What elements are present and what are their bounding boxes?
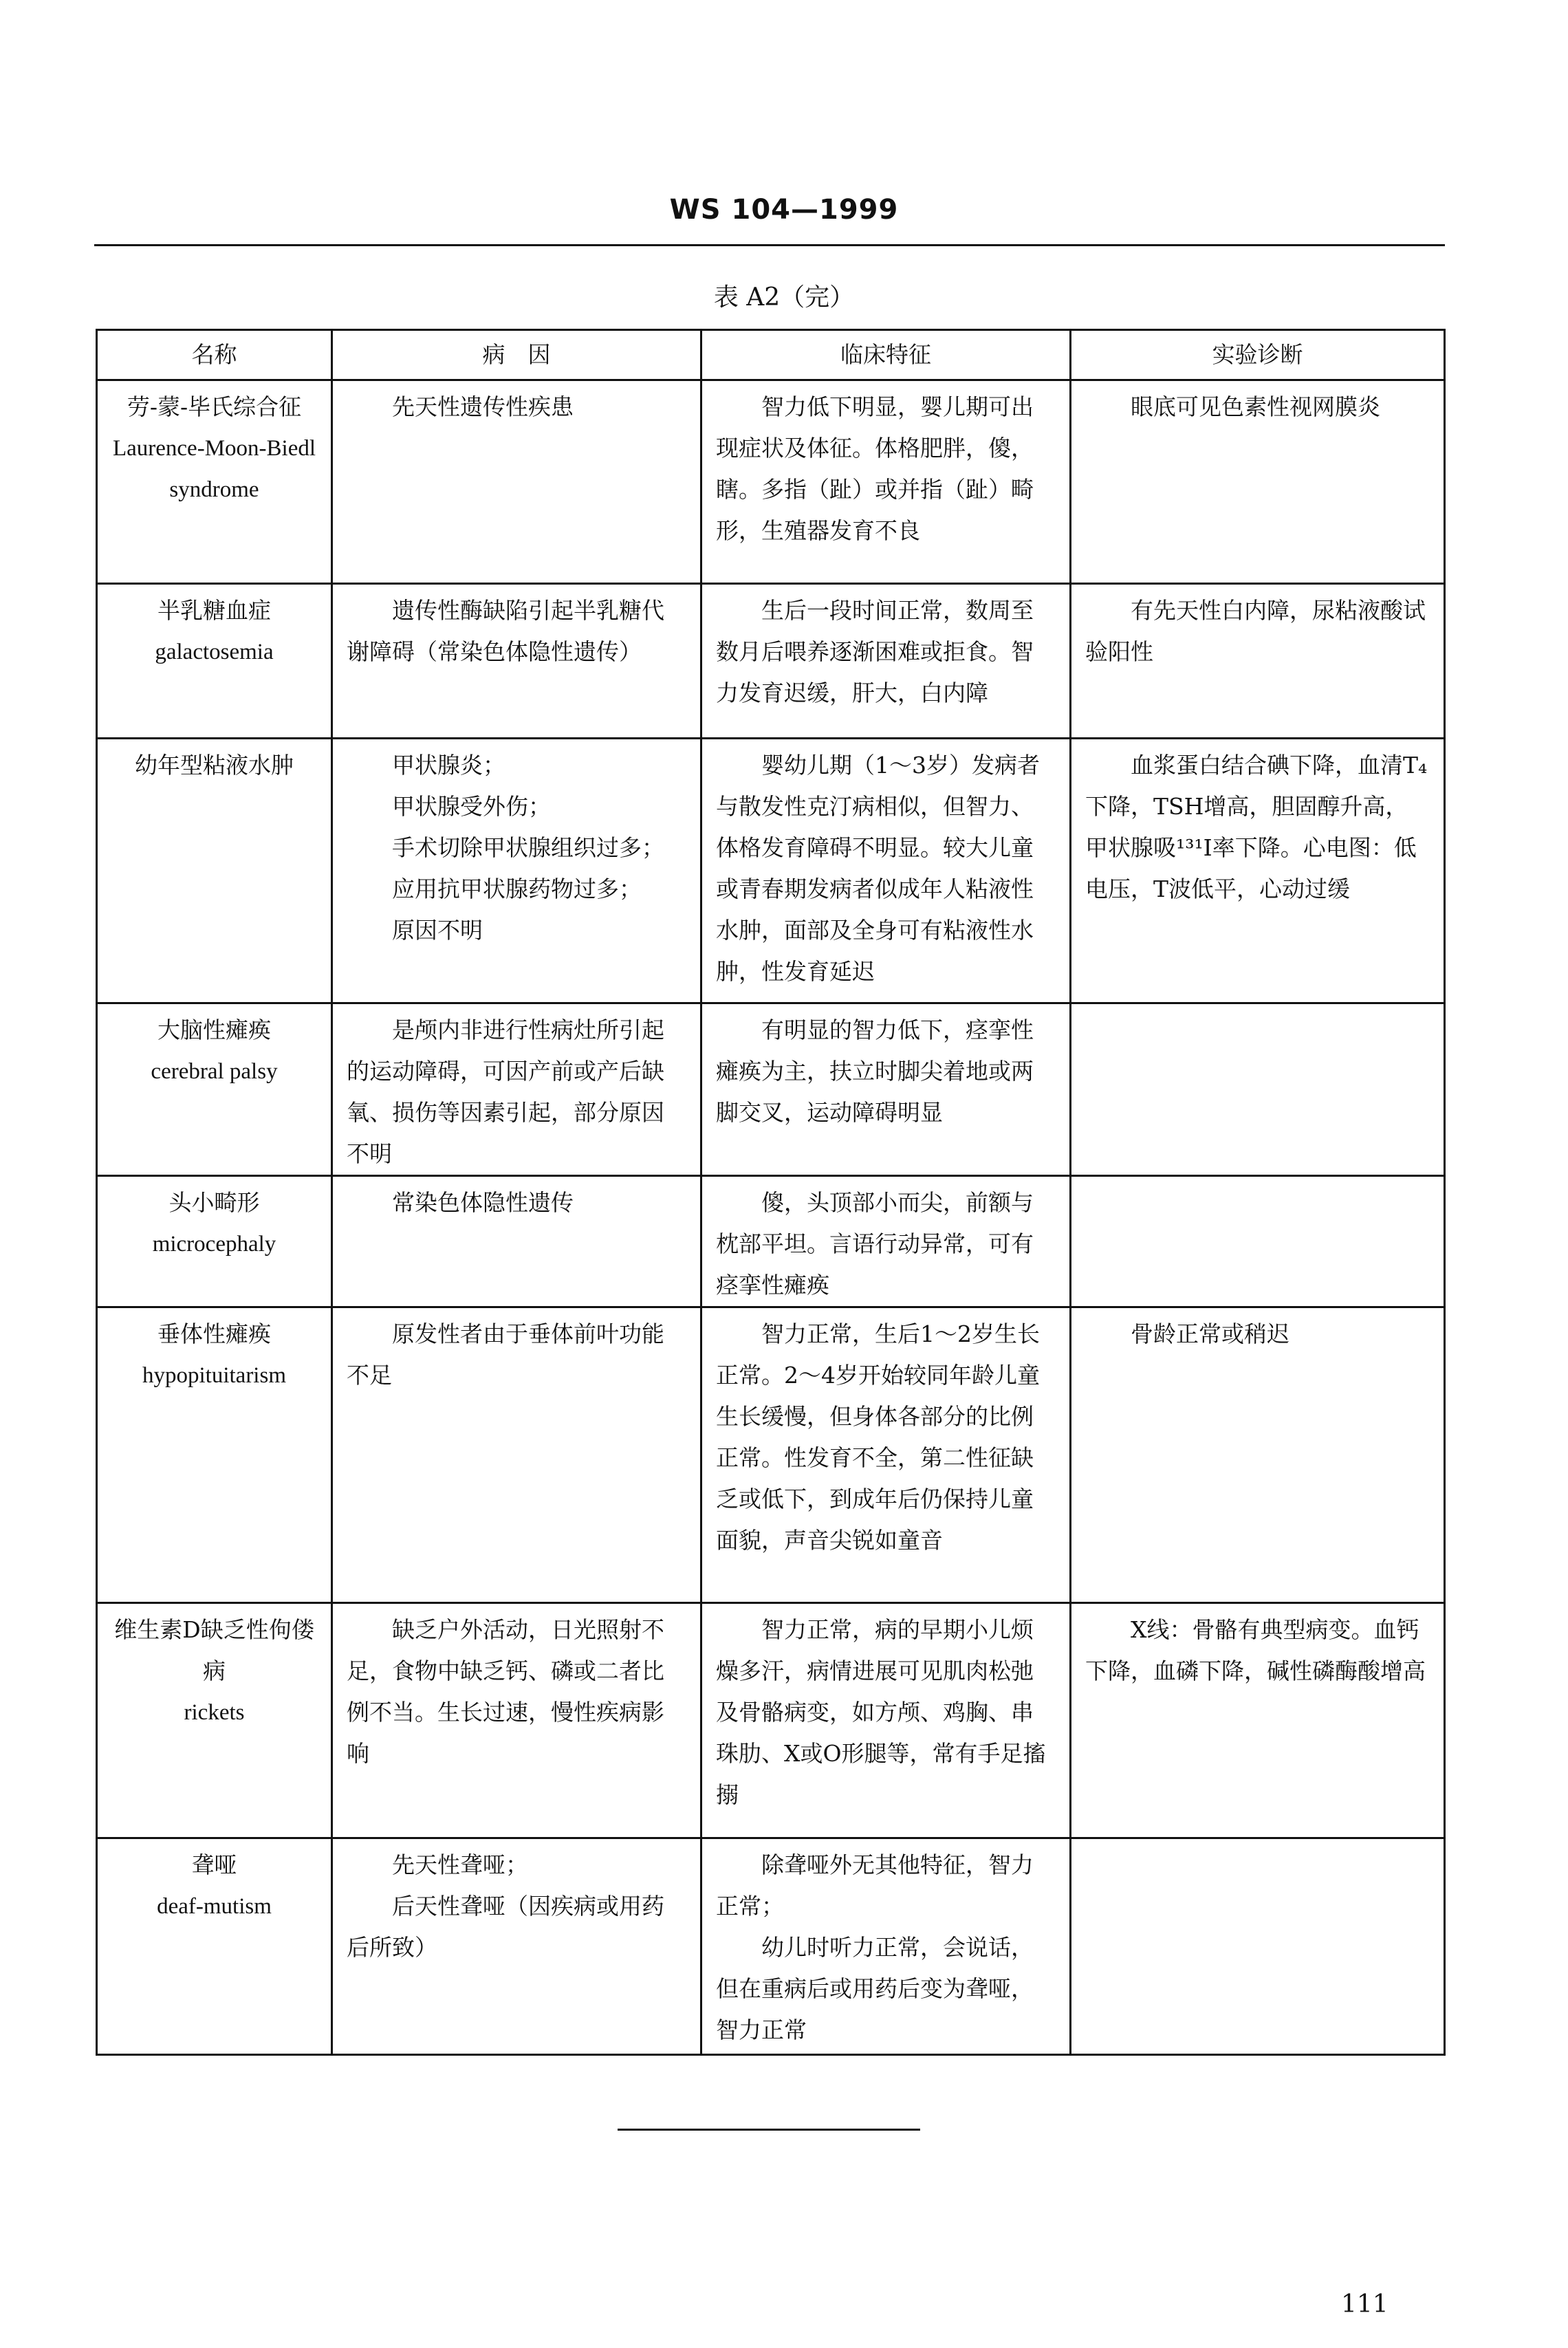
clinical-cell — [701, 1307, 1071, 1603]
disease-name-cn: 大脑性瘫痪 — [157, 1017, 271, 1043]
lab-cell — [1071, 1176, 1445, 1307]
column-header-clinical: 临床特征 — [701, 330, 1071, 380]
cause-text: 先天性遗传性疾患 — [392, 393, 574, 420]
lab-cell — [1071, 1603, 1445, 1838]
cause-text: 是颅内非进行性病灶所引起的运动障碍，可因产前或产后缺氧、损伤等因素引起，部分原因不明 — [347, 1017, 664, 1167]
clinical-text: 智力正常，病的早期小儿烦燥多汗，病情进展可见肌肉松弛及骨骼病变，如方颅、鸡胸、串珠肋、X或O形腿等，常有手足搐搦 — [716, 1616, 1046, 1808]
cause-text: 原发性者由于垂体前叶功能不足 — [347, 1320, 664, 1389]
lab-cell — [1071, 1003, 1445, 1176]
clinical-text: 婴幼儿期（1～3岁）发病者与散发性克汀病相似，但智力、体格发育障碍不明显。较大儿童或青春期发病者似成年人粘液性水肿，面部及全身可有粘液性水肿，性发育延迟 — [716, 752, 1040, 985]
table-caption: 表 A2（完） — [713, 283, 855, 312]
header-rule — [94, 244, 1445, 246]
column-header-name: 名称 — [97, 330, 332, 380]
cause-cell — [332, 1003, 701, 1176]
lab-text: 有先天性白内障，尿粘液酸试验阳性 — [1085, 597, 1426, 665]
cause-text: 甲状腺受外伤； — [392, 793, 551, 820]
clinical-cell — [701, 1176, 1071, 1307]
disease-name-en: microcephaly — [152, 1232, 276, 1257]
lab-text: 眼底可见色素性视网膜炎 — [1131, 393, 1380, 420]
clinical-text: 有明显的智力低下，痉挛性瘫痪为主，扶立时脚尖着地或两脚交叉，运动障碍明显 — [716, 1017, 1034, 1126]
table-row — [97, 1176, 1445, 1307]
cause-text: 先天性聋哑； — [392, 1851, 528, 1878]
cause-text: 遗传性酶缺陷引起半乳糖代谢障碍（常染色体隐性遗传） — [347, 597, 664, 665]
disease-name-cn: 劳-蒙-毕氏综合征 — [127, 393, 302, 420]
disease-name-en: Laurence-Moon-Biedl syndrome — [112, 436, 316, 502]
standard-code: WS 104—1999 — [669, 194, 899, 226]
clinical-cell — [701, 1003, 1071, 1176]
lab-cell — [1071, 584, 1445, 739]
table-header-row — [97, 330, 1445, 380]
table-row — [97, 1603, 1445, 1838]
disease-name-cell — [97, 1003, 332, 1176]
clinical-text: 智力低下明显，婴儿期可出现症状及体征。体格肥胖，傻，瞎。多指（趾）或并指（趾）畸形，生殖器发育不良 — [716, 393, 1034, 544]
disease-name-cell — [97, 739, 332, 1003]
cause-text: 原因不明 — [392, 917, 483, 944]
cause-text: 手术切除甲状腺组织过多； — [392, 834, 664, 861]
table-row — [97, 739, 1445, 1003]
cause-cell — [332, 1838, 701, 2055]
cause-cell — [332, 1307, 701, 1603]
table-row — [97, 584, 1445, 739]
lab-cell — [1071, 739, 1445, 1003]
clinical-text: 傻，头顶部小而尖，前额与枕部平坦。言语行动异常，可有痉挛性瘫痪 — [716, 1189, 1034, 1298]
clinical-cell — [701, 1603, 1071, 1838]
cause-text: 缺乏户外活动，日光照射不足，食物中缺乏钙、磷或二者比例不当。生长过速，慢性疾病影响 — [347, 1616, 664, 1767]
disease-table — [96, 329, 1446, 2056]
disease-name-cell — [97, 584, 332, 739]
lab-text: 血浆蛋白结合碘下降，血清T₄下降，TSH增高，胆固醇升高，甲状腺吸¹³¹I率下降。心电图：低电压，T波低平，心动过缓 — [1085, 752, 1428, 902]
lab-text: X线：骨骼有典型病变。血钙下降，血磷下降，碱性磷酶酸增高 — [1085, 1616, 1426, 1684]
lab-text: 骨龄正常或稍迟 — [1131, 1320, 1289, 1347]
column-header-lab: 实验诊断 — [1071, 330, 1445, 380]
disease-name-en: rickets — [184, 1700, 245, 1725]
cause-cell — [332, 1176, 701, 1307]
clinical-cell — [701, 380, 1071, 584]
disease-name-cell — [97, 1838, 332, 2055]
disease-name-cell — [97, 1307, 332, 1603]
cause-cell — [332, 739, 701, 1003]
end-rule — [618, 2129, 920, 2131]
disease-name-en: cerebral palsy — [151, 1059, 278, 1084]
clinical-cell — [701, 584, 1071, 739]
table-row — [97, 380, 1445, 584]
cause-text: 甲状腺炎； — [392, 752, 505, 779]
table-row — [97, 1307, 1445, 1603]
disease-name-cell — [97, 380, 332, 584]
disease-name-cn: 聋哑 — [191, 1851, 237, 1878]
lab-cell — [1071, 1838, 1445, 2055]
disease-name-en: deaf-mutism — [157, 1894, 272, 1919]
cause-text: 常染色体隐性遗传 — [392, 1189, 574, 1216]
cause-cell — [332, 584, 701, 739]
disease-name-cn: 垂体性瘫痪 — [157, 1320, 271, 1347]
disease-name-cn: 幼年型粘液水肿 — [135, 752, 294, 779]
clinical-text: 幼儿时听力正常，会说话，但在重病后或用药后变为聋哑，智力正常 — [716, 1934, 1034, 2043]
disease-name-cell — [97, 1603, 332, 1838]
clinical-text: 智力正常，生后1～2岁生长正常。2～4岁开始较同年龄儿童生长缓慢，但身体各部分的比例正常。性发育不全，第二性征缺乏或低下，到成年后仍保持儿童面貌，声音尖锐如童音 — [716, 1320, 1040, 1554]
disease-name-cell — [97, 1176, 332, 1307]
lab-cell — [1071, 380, 1445, 584]
table-body — [97, 380, 1445, 2055]
table-row — [97, 1003, 1445, 1176]
cause-text: 应用抗甲状腺药物过多； — [392, 876, 642, 902]
page-number: 111 — [1341, 2290, 1389, 2318]
disease-name-cn: 维生素D缺乏性佝偻病 — [114, 1616, 314, 1684]
cause-cell — [332, 380, 701, 584]
clinical-cell — [701, 1838, 1071, 2055]
clinical-text: 除聋哑外无其他特征，智力正常； — [716, 1851, 1034, 1920]
disease-name-cn: 半乳糖血症 — [157, 597, 271, 624]
table-row — [97, 1838, 1445, 2055]
disease-name-en: hypopituitarism — [142, 1363, 286, 1388]
disease-name-cn: 头小畸形 — [168, 1189, 260, 1216]
cause-text: 后天性聋哑（因疾病或用药后所致） — [347, 1893, 664, 1961]
disease-name-en: galactosemia — [155, 640, 274, 664]
cause-cell — [332, 1603, 701, 1838]
column-header-cause: 病 因 — [332, 330, 701, 380]
lab-cell — [1071, 1307, 1445, 1603]
clinical-text: 生后一段时间正常，数周至数月后喂养逐渐困难或拒食。智力发育迟缓，肝大，白内障 — [716, 597, 1034, 706]
clinical-cell — [701, 739, 1071, 1003]
